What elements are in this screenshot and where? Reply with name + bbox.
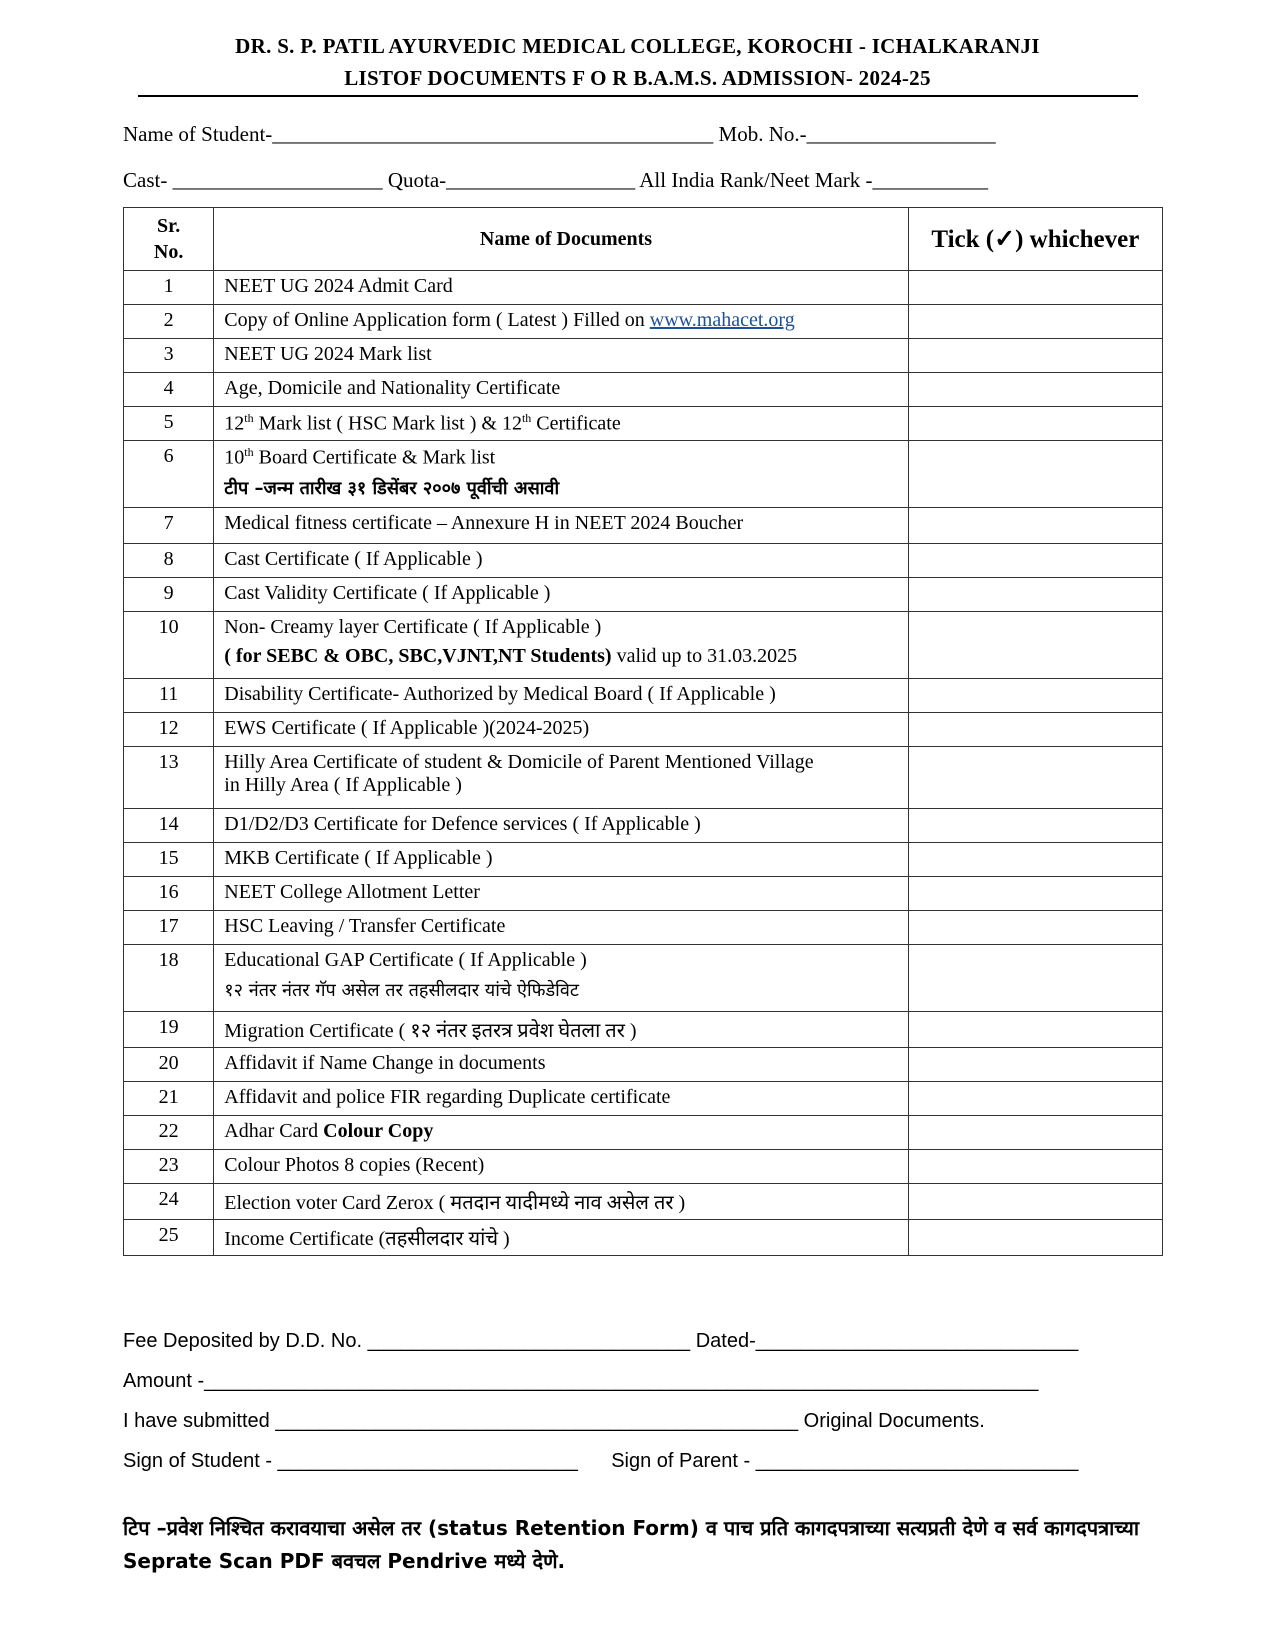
- table-row: [124, 373, 1163, 407]
- row-sr: 8: [124, 544, 214, 578]
- quota-field[interactable]: __________________: [446, 168, 636, 192]
- table-row: [124, 407, 1163, 441]
- admission-note: [123, 1512, 1163, 1578]
- table-row: [124, 1220, 1163, 1256]
- documents-table: [123, 207, 1163, 1256]
- row-tick-cell[interactable]: [908, 843, 1162, 877]
- dated-field[interactable]: _____________________________: [755, 1330, 1079, 1352]
- row-tick-cell[interactable]: [908, 1220, 1162, 1256]
- submitted-field[interactable]: _______________________________________________: [275, 1410, 799, 1432]
- row-sr: 15: [124, 843, 214, 877]
- row-tick-cell[interactable]: [908, 877, 1162, 911]
- submitted-tail: Original Documents.: [798, 1410, 985, 1432]
- table-row: [124, 508, 1163, 544]
- row-document: Medical fitness certificate – Annexure H in NEET 2024 Boucher: [214, 508, 908, 544]
- table-row: [124, 1150, 1163, 1184]
- row-sr: 18: [124, 945, 214, 1012]
- row-tick-cell[interactable]: [908, 1048, 1162, 1082]
- row-document: Income Certificate (तहसीलदार यांचे ): [214, 1220, 908, 1256]
- text-part: Hilly Area Certificate of student & Domicile of Parent Mentioned Village: [224, 751, 814, 773]
- text-part: valid up to 31.03.2025: [611, 645, 798, 667]
- row-document: [214, 612, 908, 679]
- row-tick-cell[interactable]: [908, 1150, 1162, 1184]
- text-part: Board Certificate & Mark list: [253, 446, 496, 469]
- row-tick-cell[interactable]: [908, 747, 1162, 809]
- bold-text: ( for SEBC & OBC, SBC,VJNT,NT Students): [224, 645, 612, 667]
- row-document-line2: in Hilly Area ( If Applicable ): [224, 774, 462, 796]
- student-info-line-1: [123, 122, 996, 147]
- table-row: [124, 441, 1163, 508]
- row-document: NEET College Allotment Letter: [214, 877, 908, 911]
- text-part: Mark list ( HSC Mark list ) & 12: [253, 412, 522, 435]
- row-tick-cell[interactable]: [908, 339, 1162, 373]
- row-sr: 4: [124, 373, 214, 407]
- row-document: Affidavit and police FIR regarding Duplicate certificate: [214, 1082, 908, 1116]
- row-document: EWS Certificate ( If Applicable )(2024-2025): [214, 713, 908, 747]
- row-document: NEET UG 2024 Mark list: [214, 339, 908, 373]
- note-part: (status Retention Form): [428, 1516, 699, 1540]
- row-sr: 3: [124, 339, 214, 373]
- row-sr: 13: [124, 747, 214, 809]
- col-tick-header: Tick (✓) whichever: [908, 208, 1162, 271]
- row-tick-cell[interactable]: [908, 945, 1162, 1012]
- dated-label: Dated-: [690, 1330, 756, 1352]
- table-row: [124, 305, 1163, 339]
- sign-parent-label: Sign of Parent -: [577, 1450, 756, 1472]
- row-sr: 19: [124, 1012, 214, 1048]
- text-part: 12: [224, 412, 245, 435]
- row-sr: 12: [124, 713, 214, 747]
- row-document: Cast Certificate ( If Applicable ): [214, 544, 908, 578]
- row-sr: 25: [124, 1220, 214, 1256]
- amount-field[interactable]: ___________________________________________________________________________: [204, 1370, 1039, 1392]
- table-row: [124, 713, 1163, 747]
- row-sr: 20: [124, 1048, 214, 1082]
- table-row: [124, 1184, 1163, 1220]
- amount-label: Amount -: [123, 1370, 205, 1392]
- row-tick-cell[interactable]: [908, 441, 1162, 508]
- row-sr: 23: [124, 1150, 214, 1184]
- row-tick-cell[interactable]: [908, 1012, 1162, 1048]
- col-sr-header: [124, 208, 214, 271]
- row-document: [214, 407, 908, 441]
- row-tick-cell[interactable]: [908, 508, 1162, 544]
- row-sr: 7: [124, 508, 214, 544]
- fee-line: [123, 1330, 1078, 1353]
- row-document: Election voter Card Zerox ( मतदान यादीमध्ये नाव असेल तर ): [214, 1184, 908, 1220]
- row-sr: 11: [124, 679, 214, 713]
- header-rule: [138, 95, 1138, 97]
- row-document: [214, 441, 908, 508]
- row-tick-cell[interactable]: [908, 407, 1162, 441]
- row-tick-cell[interactable]: [908, 612, 1162, 679]
- table-row: [124, 1048, 1163, 1082]
- text-part: Educational GAP Certificate ( If Applicable ): [224, 949, 587, 971]
- row-tick-cell[interactable]: [908, 1082, 1162, 1116]
- cast-label: Cast-: [123, 168, 173, 192]
- mob-label: Mob. No.-: [713, 122, 807, 146]
- row-sr: 22: [124, 1116, 214, 1150]
- name-field[interactable]: __________________________________________: [272, 122, 714, 146]
- row-document-line2: १२ नंतर नंतर गॅप असेल तर तहसीलदार यांचे ऐफिडेविट: [224, 980, 579, 1001]
- name-label: Name of Student-: [123, 122, 273, 146]
- table-row: [124, 747, 1163, 809]
- row-document: HSC Leaving / Transfer Certificate: [214, 911, 908, 945]
- row-document: Affidavit if Name Change in documents: [214, 1048, 908, 1082]
- row-tick-cell[interactable]: [908, 1116, 1162, 1150]
- bold-text: Colour Copy: [323, 1120, 434, 1142]
- cast-field[interactable]: ____________________: [172, 168, 383, 192]
- col-sr-line1: Sr.: [157, 215, 181, 237]
- row-document-text: Copy of Online Application form ( Latest ) Filled on: [224, 309, 650, 331]
- row-document: Cast Validity Certificate ( If Applicable ): [214, 578, 908, 612]
- table-row: [124, 945, 1163, 1012]
- text-part: 10: [224, 446, 245, 469]
- row-sr: 16: [124, 877, 214, 911]
- document-title: LISTOF DOCUMENTS F O R B.A.M.S. ADMISSION- 2024-25: [344, 66, 931, 90]
- table-header-row: [124, 208, 1163, 271]
- row-sr: 2: [124, 305, 214, 339]
- row-tick-cell[interactable]: [908, 679, 1162, 713]
- note-part: Seprate Scan PDF: [123, 1549, 325, 1573]
- row-document-line2: [224, 645, 907, 668]
- fee-label: Fee Deposited by D.D. No.: [123, 1330, 368, 1352]
- row-document: NEET UG 2024 Admit Card: [214, 271, 908, 305]
- submitted-line: [123, 1410, 985, 1433]
- row-tick-cell[interactable]: [908, 713, 1162, 747]
- college-name: DR. S. P. PATIL AYURVEDIC MEDICAL COLLEGE, KOROCHI - ICHALKARANJI: [235, 34, 1040, 58]
- dd-number-field[interactable]: _____________________________: [367, 1330, 691, 1352]
- row-sr: 24: [124, 1184, 214, 1220]
- table-row: [124, 271, 1163, 305]
- row-tick-cell[interactable]: [908, 544, 1162, 578]
- sign-student-field[interactable]: ___________________________: [277, 1450, 578, 1472]
- table-row: [124, 339, 1163, 373]
- rank-field[interactable]: ___________: [872, 168, 989, 192]
- row-document: [214, 945, 908, 1012]
- row-document: [214, 1116, 908, 1150]
- row-sr: 1: [124, 271, 214, 305]
- row-sr: 17: [124, 911, 214, 945]
- superscript: th: [244, 445, 254, 459]
- quota-label: Quota-: [382, 168, 447, 192]
- row-document: D1/D2/D3 Certificate for Defence services ( If Applicable ): [214, 809, 908, 843]
- sign-student-label: Sign of Student -: [123, 1450, 278, 1472]
- superscript: th: [521, 411, 532, 425]
- table-row: [124, 578, 1163, 612]
- superscript: th: [244, 411, 254, 425]
- note-part: व पाच प्रति कागदपत्राच्या सत्यप्रती देणे व सर्व कागदपत्राच्या: [698, 1516, 1139, 1540]
- note-part: Pendrive: [387, 1549, 488, 1573]
- note-part: बवचल: [324, 1549, 388, 1573]
- row-tick-cell[interactable]: [908, 809, 1162, 843]
- table-row: [124, 612, 1163, 679]
- text-part: Adhar Card: [224, 1120, 324, 1142]
- row-document: Colour Photos 8 copies (Recent): [214, 1150, 908, 1184]
- note-part: टिप –प्रवेश निश्चित करावयाचा असेल तर: [123, 1516, 428, 1540]
- row-document: Migration Certificate ( १२ नंतर इतरत्र प्रवेश घेतला तर ): [214, 1012, 908, 1048]
- mob-field[interactable]: __________________: [806, 122, 996, 146]
- row-document: Age, Domicile and Nationality Certificate: [214, 373, 908, 407]
- table-row: [124, 911, 1163, 945]
- row-tick-cell[interactable]: [908, 1184, 1162, 1220]
- row-document: [214, 305, 908, 339]
- sign-parent-field[interactable]: _____________________________: [755, 1450, 1079, 1472]
- text-part: Non- Creamy layer Certificate ( If Applicable ): [224, 616, 602, 638]
- table-row: [124, 877, 1163, 911]
- row-sr: 9: [124, 578, 214, 612]
- signature-line: [123, 1450, 1078, 1473]
- row-document: MKB Certificate ( If Applicable ): [214, 843, 908, 877]
- row-sr: 14: [124, 809, 214, 843]
- amount-line: [123, 1370, 1038, 1393]
- table-row: [124, 809, 1163, 843]
- text-part: Certificate: [531, 412, 621, 435]
- row-tick-cell[interactable]: [908, 373, 1162, 407]
- table-row: [124, 843, 1163, 877]
- row-tick-cell[interactable]: [908, 911, 1162, 945]
- mahacet-link[interactable]: www.mahacet.org: [649, 309, 795, 331]
- table-row: [124, 1012, 1163, 1048]
- note-part: मध्ये देणे.: [487, 1549, 566, 1573]
- row-sr: 21: [124, 1082, 214, 1116]
- row-sr: 5: [124, 407, 214, 441]
- table-row: [124, 1082, 1163, 1116]
- col-name-header: Name of Documents: [214, 208, 908, 271]
- rank-label: All India Rank/Neet Mark -: [635, 168, 873, 192]
- row-tick-cell[interactable]: [908, 305, 1162, 339]
- submitted-label: I have submitted: [123, 1410, 276, 1432]
- table-row: [124, 679, 1163, 713]
- row-sr: 6: [124, 441, 214, 508]
- student-info-line-2: [123, 168, 988, 193]
- row-sr: 10: [124, 612, 214, 679]
- row-tick-cell[interactable]: [908, 271, 1162, 305]
- row-document: [214, 747, 908, 809]
- birthdate-note: टीप –जन्म तारीख ३१ डिसेंबर २००७ पूर्वीची असावी: [224, 477, 560, 499]
- row-tick-cell[interactable]: [908, 578, 1162, 612]
- table-row: [124, 1116, 1163, 1150]
- col-sr-line2: No.: [153, 241, 184, 263]
- table-row: [124, 544, 1163, 578]
- row-document: Disability Certificate- Authorized by Medical Board ( If Applicable ): [214, 679, 908, 713]
